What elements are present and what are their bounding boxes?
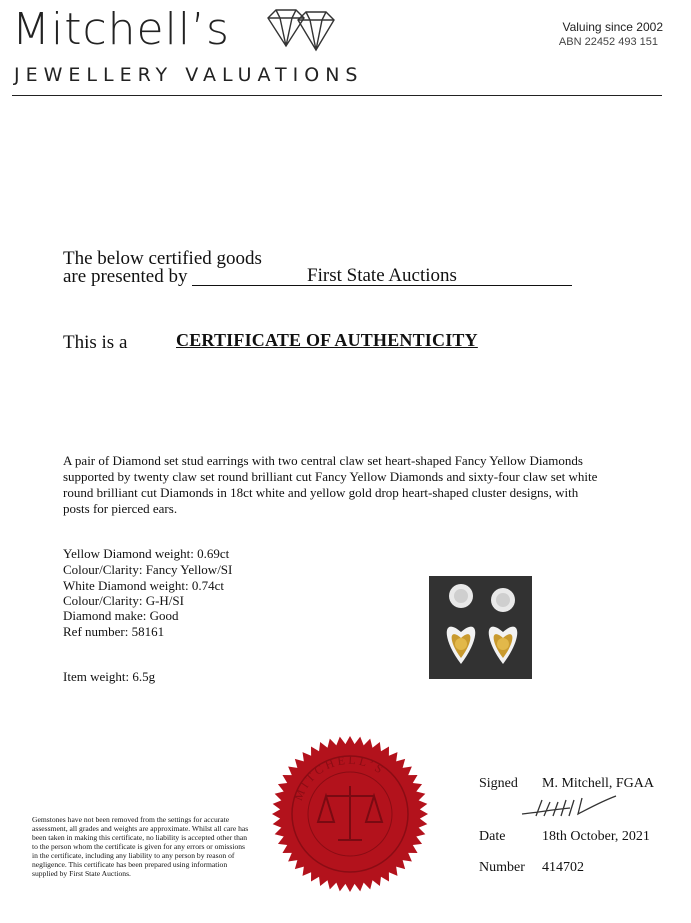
date-value: 18th October, 2021 xyxy=(542,829,650,844)
presenter-name: First State Auctions xyxy=(192,265,572,286)
spec-yellow-clarity: Colour/Clarity: Fancy Yellow/SI xyxy=(63,562,233,577)
number-label: Number xyxy=(479,860,525,875)
abn-number: ABN 22452 493 151 xyxy=(558,36,658,48)
wax-seal xyxy=(270,734,430,894)
valuing-since: Valuing since 2002 xyxy=(562,20,663,34)
brand-name: Mitchell’s xyxy=(12,4,230,55)
spec-white-weight: White Diamond weight: 0.74ct xyxy=(63,578,225,593)
signed-label: Signed xyxy=(479,776,518,791)
item-weight: Item weight: 6.5g xyxy=(63,669,156,684)
diamond-logo-icon xyxy=(264,6,336,54)
spec-ref-number: Ref number: 58161 xyxy=(63,624,165,639)
handwritten-signature xyxy=(520,792,630,822)
spec-yellow-weight: Yellow Diamond weight: 0.69ct xyxy=(63,546,230,561)
number-value: 414702 xyxy=(542,860,584,875)
certificate-prefix: This is a xyxy=(63,332,128,353)
date-label: Date xyxy=(479,829,506,844)
seal-text: MITCHELL’S xyxy=(290,752,389,803)
disclaimer-text: Gemstones have not been removed from the settings for accurate assessment, all grades and weights are approximate. Whilst all care has been taken in making this certificate, no liability is accepted other than to the person whom the certificate is given for any errors or omissions in the certificate, including any liability to any person by reason of negligence. This certificate has been prepared using information supplied by First State Auctions. xyxy=(32,815,249,878)
spec-white-clarity: Colour/Clarity: G-H/SI xyxy=(63,593,184,608)
signed-value: M. Mitchell, FGAA xyxy=(542,776,654,791)
brand-subtitle: JEWELLERY VALUATIONS xyxy=(14,64,364,86)
spec-diamond-make: Diamond make: Good xyxy=(63,608,179,623)
header-divider xyxy=(12,95,662,96)
intro-line-2: are presented by xyxy=(63,266,188,287)
earrings-photo xyxy=(429,576,532,679)
item-description: A pair of Diamond set stud earrings with two central claw set heart-shaped Fancy Yellow Diamonds supported by twenty claw set round brilliant cut Fancy Yellow Diamonds and sixty-four claw set white round brilliant cut Diamonds in 18ct white and yellow gold drop heart-shaped cluster designs, with posts for pierced ears. xyxy=(63,453,598,516)
certificate-title: CERTIFICATE OF AUTHENTICITY xyxy=(176,330,478,350)
intro-line-1: The below certified goods xyxy=(63,248,262,269)
